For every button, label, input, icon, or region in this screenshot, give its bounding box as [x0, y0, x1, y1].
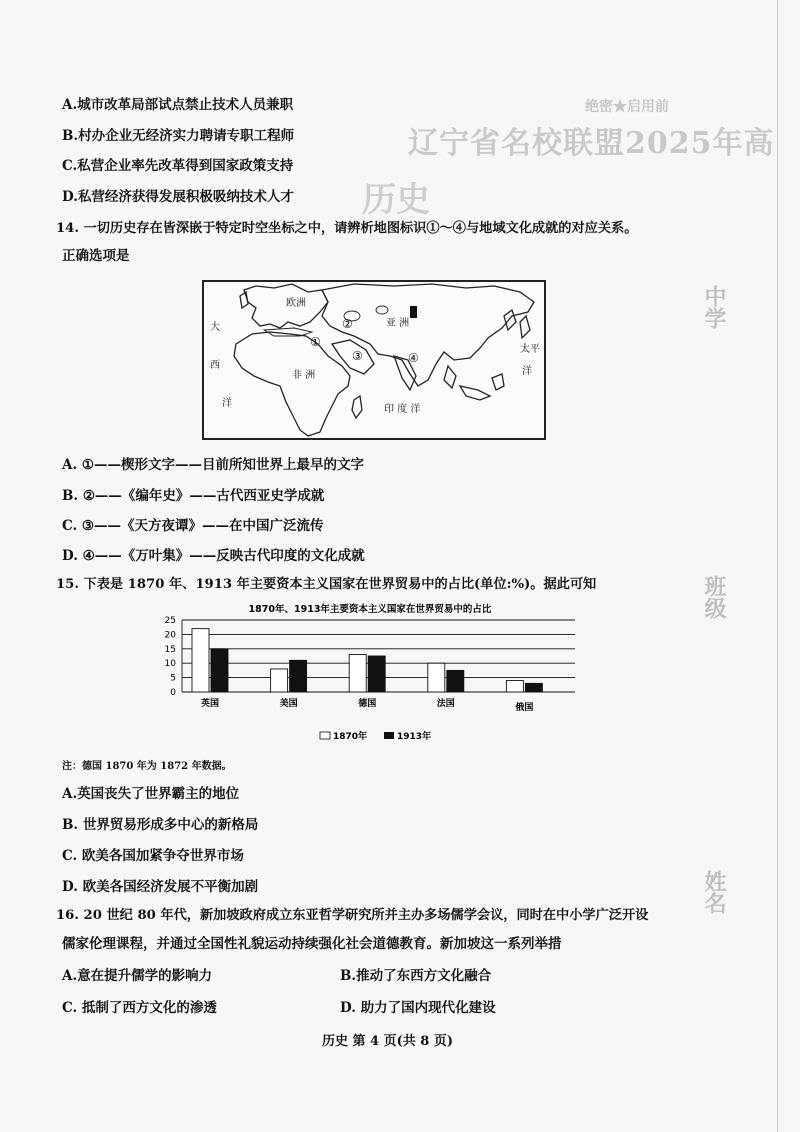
q15-stem: 15. 下表是 1870 年、1913 年主要资本主义国家在世界贸易中的占比(单位:%)。据此可知: [56, 577, 597, 592]
y-tick-label: 25: [164, 616, 176, 626]
q15-option-a: A.英国丧失了世界霸主的地位: [62, 786, 240, 802]
chart-title: 1870年、1913年主要资本主义国家在世界贸易中的占比: [248, 604, 492, 615]
map-label-atlantic-2: 西: [210, 360, 220, 371]
map-label-asia: 亚 洲: [386, 318, 410, 329]
bar-德国-1870年: [349, 655, 366, 692]
world-map-svg: [204, 282, 544, 438]
bar-美国-1913年: [290, 660, 307, 692]
q16-stem-2: 儒家伦理课程，并通过全国性礼貌运动持续强化社会道德教育。新加坡这一系列举措: [62, 936, 562, 952]
map-marker-2: ②: [342, 317, 353, 331]
q13-option-b: B.村办企业无经济实力聘请专职工程师: [62, 128, 295, 144]
map-label-europe: 欧洲: [286, 298, 306, 309]
map-label-pacific-1: 太平: [520, 344, 540, 355]
q16-option-b: B.推动了东西方文化融合: [340, 968, 492, 984]
legend-label-1870: 1870年: [333, 732, 368, 742]
q14-option-d: D. ④——《万叶集》——反映古代印度的文化成就: [62, 548, 365, 564]
q13-option-c: C.私营企业率先改革得到国家政策支持: [62, 158, 294, 174]
q16-stem: 16. 20 世纪 80 年代，新加坡政府成立东亚哲学研究所并主办多场儒学会议，同时在中小学广泛开设: [56, 908, 649, 923]
legend-label-1913: 1913年: [397, 732, 432, 742]
legend-swatch-1913: [384, 732, 394, 739]
legend-swatch-1870: [320, 732, 330, 739]
x-category-label: 美国: [279, 699, 298, 709]
asia-outline: [322, 284, 534, 386]
map-label-atlantic-1: 大: [210, 322, 220, 333]
ghost-title: 辽宁省名校联盟2025年高: [408, 126, 775, 161]
q13-option-d: D.私营经济获得发展积极吸纳技术人才: [62, 189, 294, 205]
bar-英国-1913年: [211, 649, 228, 692]
bar-美国-1870年: [271, 669, 288, 692]
y-tick-label: 15: [164, 644, 176, 655]
q16-option-c: C. 抵制了西方文化的渗透: [62, 1000, 217, 1016]
trade-share-chart: [150, 600, 590, 750]
madagascar-outline: [352, 396, 362, 418]
ghost-side-class: 班级: [701, 575, 727, 619]
chart-note: 注：德国 1870 年为 1872 年数据。: [62, 761, 232, 772]
q16-option-d: D. 助力了国内现代化建设: [340, 1000, 496, 1016]
map-marker-4: ④: [408, 351, 419, 365]
chart-svg: [150, 600, 590, 750]
q13-option-a: A.城市改革局部试点禁止技术人员兼职: [62, 97, 294, 113]
page-footer: 历史 第 4 页(共 8 页): [322, 1034, 454, 1049]
x-category-label: 英国: [200, 699, 220, 709]
y-tick-label: 0: [170, 688, 176, 698]
bar-俄国-1870年: [506, 680, 523, 692]
x-category-label: 俄国: [515, 703, 534, 713]
map-label-pacific-2: 洋: [522, 366, 532, 377]
y-tick-label: 10: [164, 659, 176, 670]
q15-option-c: C. 欧美各国加紧争夺世界市场: [62, 848, 244, 864]
map-label-indian-ocean: 印 度 洋: [384, 404, 421, 415]
q14-option-c: C. ③——《天方夜谭》——在中国广泛流传: [62, 518, 324, 534]
map-marker-3: ③: [352, 349, 363, 363]
world-map: [202, 280, 546, 440]
ghost-subject: 历史: [362, 180, 430, 220]
map-marker-1: ①: [310, 335, 321, 349]
africa-outline: [234, 332, 350, 436]
page-edge: [777, 0, 778, 1132]
y-tick-label: 20: [164, 630, 176, 641]
map-label-atlantic-3: 洋: [222, 398, 232, 409]
q15-option-b: B. 世界贸易形成多中心的新格局: [62, 817, 259, 833]
y-tick-label: 5: [170, 673, 176, 684]
ghost-side-school: 中学: [701, 285, 727, 329]
bar-法国-1870年: [428, 663, 445, 692]
bar-英国-1870年: [192, 629, 209, 692]
q15-option-d: D. 欧美各国经济发展不平衡加剧: [62, 879, 259, 895]
ghost-side-name: 姓名: [701, 870, 727, 914]
q14-option-b: B. ②——《编年史》——古代西亚史学成就: [62, 488, 325, 504]
q14-stem: 14. 一切历史存在皆深嵌于特定时空坐标之中，请辨析地图标识①～④与地域文化成就的对应关系。: [56, 221, 638, 236]
bar-法国-1913年: [447, 670, 464, 692]
bar-俄国-1913年: [525, 683, 542, 692]
ghost-header-label: 绝密★启用前: [585, 99, 669, 115]
q14-stem-2: 正确选项是: [62, 248, 130, 264]
q16-option-a: A.意在提升儒学的影响力: [62, 968, 213, 984]
q14-option-a: A. ①——楔形文字——目前所知世界上最早的文字: [62, 457, 364, 473]
bar-德国-1913年: [368, 656, 385, 692]
x-category-label: 法国: [436, 699, 455, 709]
map-label-africa: 非 洲: [292, 370, 316, 381]
x-category-label: 德国: [358, 699, 377, 709]
